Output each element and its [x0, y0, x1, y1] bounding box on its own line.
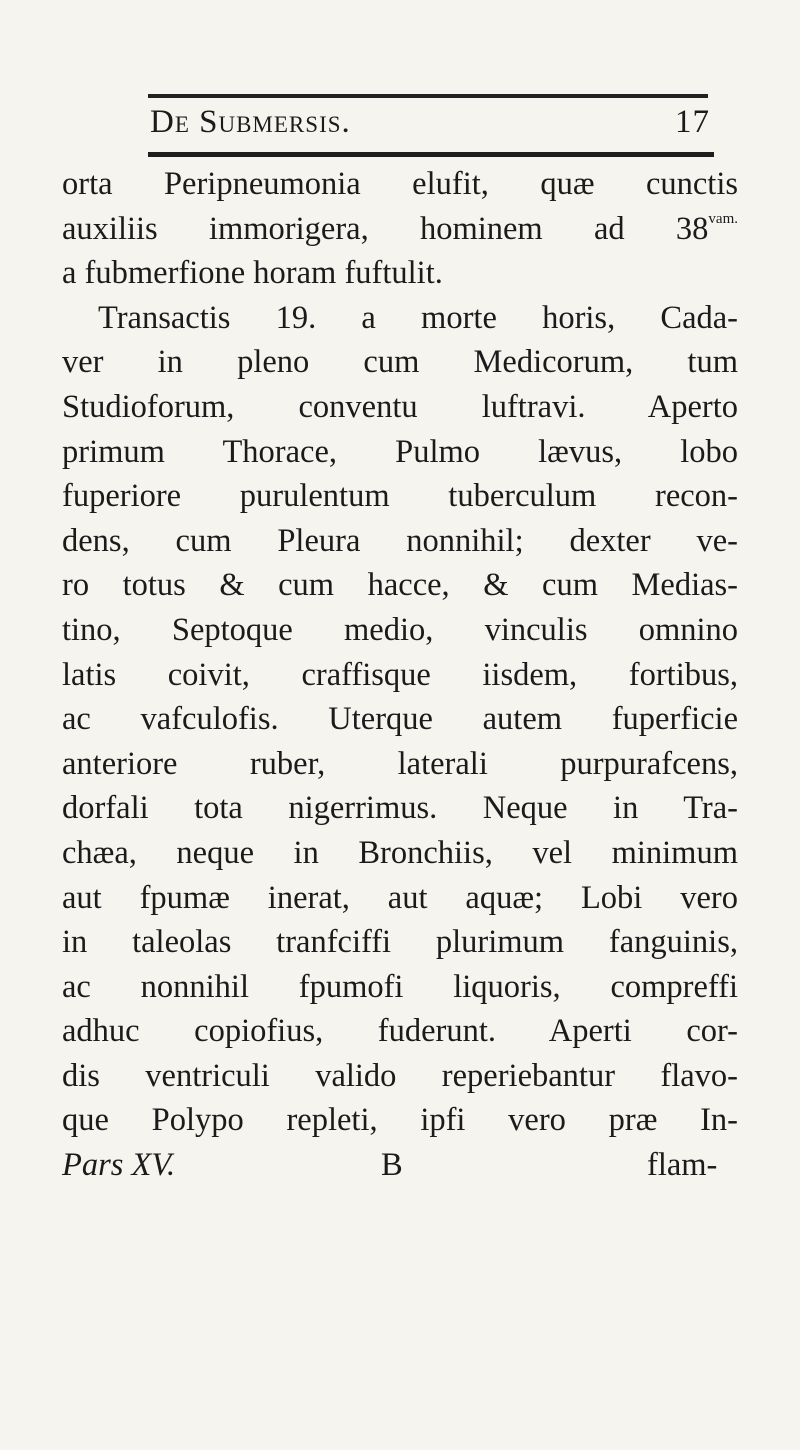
text-line: dorfali tota nigerrimus. Neque in Tra- — [62, 790, 738, 827]
text-line — [62, 207, 738, 252]
text-line: dens, cum Pleura nonnihil; dexter ve- — [62, 522, 738, 559]
signature-mark: B — [381, 1147, 403, 1184]
text-line: latis coivit, craffisque iisdem, fortibus, — [62, 656, 738, 693]
text-line: que Polypo repleti, ipfi vero præ In- — [62, 1102, 738, 1139]
text-line: tino, Septoque medio, vinculis omnino — [62, 611, 738, 648]
header-rule-top — [148, 94, 708, 98]
text-line: ver in pleno cum Medicorum, tum — [62, 344, 738, 381]
text-line: ac vafculofis. Uterque autem fuperficie — [62, 701, 738, 738]
superscript-abbrev: vam. — [708, 210, 738, 227]
signature-line: Pars XV. — [62, 1147, 176, 1184]
text-line: Transactis 19. a morte horis, Cada- — [98, 299, 738, 336]
text-line: aut fpumæ inerat, aut aquæ; Lobi vero — [62, 879, 738, 916]
text-line: a fubmerfione horam fuftulit. — [62, 255, 443, 292]
running-header — [150, 104, 710, 152]
text-line: Studioforum, conventu luftravi. Aperto — [62, 388, 738, 425]
text-line: ro totus & cum hacce, & cum Medias- — [62, 567, 738, 604]
text-line: primum Thorace, Pulmo lævus, lobo — [62, 433, 738, 470]
text-line: anteriore ruber, laterali purpurafcens, — [62, 745, 738, 782]
text-line: in taleolas tranfciffi plurimum fanguinis, — [62, 924, 738, 961]
running-title: De Submersis. — [150, 104, 351, 140]
text-line: adhuc copiofius, fuderunt. Aperti cor- — [62, 1013, 738, 1050]
page-footer — [62, 1143, 738, 1188]
text-line: fuperiore purulentum tuberculum recon- — [62, 478, 738, 515]
text-line: orta Peripneumonia elufit, quæ cunctis — [62, 166, 738, 202]
header-rule-bottom — [148, 152, 714, 157]
body-text — [62, 162, 738, 1188]
page-number: 17 — [675, 104, 710, 140]
text-line: ac nonnihil fpumofi liquoris, compreffi — [62, 968, 738, 1005]
text-line: dis ventriculi valido reperiebantur flavo- — [62, 1057, 738, 1094]
text-line-content: auxiliis immorigera, hominem ad 38 — [62, 210, 709, 247]
text-line: chæa, neque in Bronchiis, vel minimum — [62, 834, 738, 871]
catchword: flam- — [647, 1147, 718, 1184]
